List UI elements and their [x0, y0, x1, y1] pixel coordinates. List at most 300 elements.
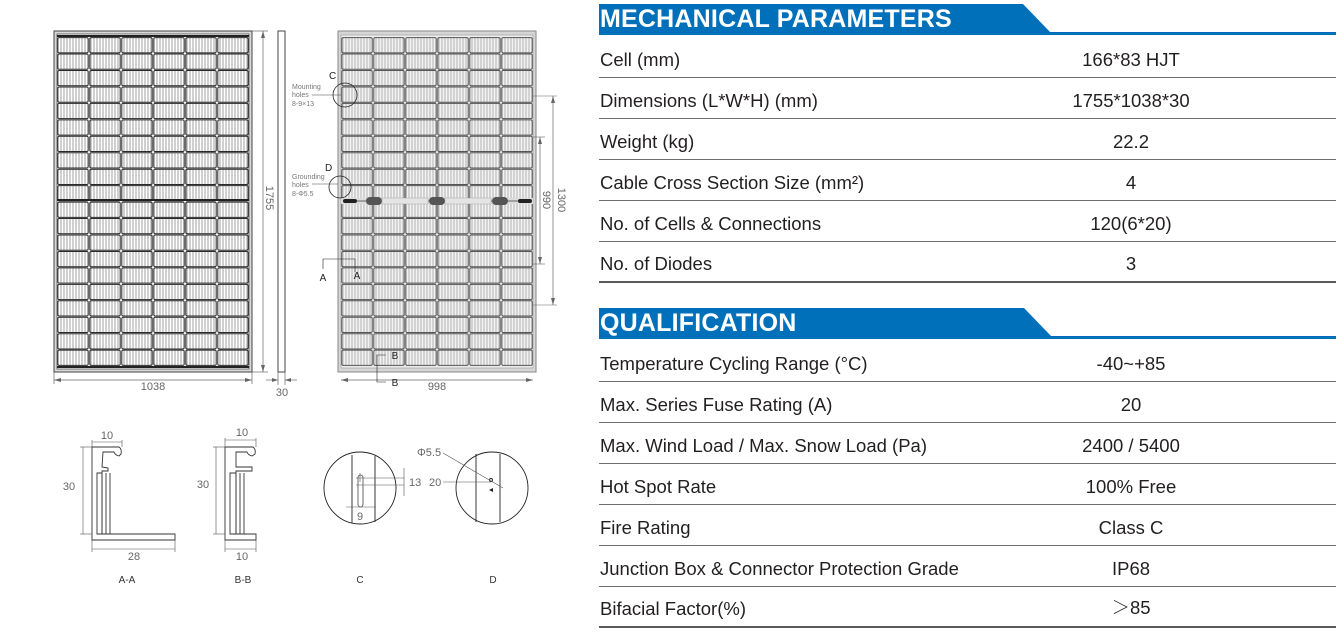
table-row — [599, 78, 1336, 119]
solar-cell — [470, 219, 500, 234]
solar-cell — [438, 153, 468, 168]
solar-cell — [470, 251, 500, 266]
aa-top-dim: 10 — [100, 430, 114, 442]
aa-bottom-dim: 28 — [127, 551, 141, 563]
param-value: 22.2 — [1112, 131, 1149, 152]
solar-cell — [58, 120, 88, 135]
solar-cell — [470, 38, 500, 53]
solar-cell — [470, 284, 500, 299]
grounding-holes-1: Grounding — [292, 174, 325, 181]
solar-cell — [470, 153, 500, 168]
solar-cell — [438, 87, 468, 102]
table-row — [599, 242, 1336, 283]
solar-cell — [374, 120, 404, 135]
param-label: Junction Box & Connector Protection Grade — [600, 558, 959, 579]
solar-cell — [342, 235, 372, 250]
solar-cell — [154, 219, 184, 234]
solar-cell — [122, 284, 152, 299]
solar-cell — [186, 153, 216, 168]
solar-cell — [406, 120, 436, 135]
solar-cell — [342, 317, 372, 332]
detail-c-9: 9 — [356, 511, 364, 523]
solar-cell — [502, 350, 532, 365]
solar-cell — [502, 103, 532, 118]
solar-cell — [186, 202, 216, 217]
solar-cell — [470, 334, 500, 349]
solar-cell — [58, 186, 88, 201]
solar-cell — [58, 284, 88, 299]
detail-d-diameter: Φ5.5 — [417, 447, 442, 459]
table-row — [599, 160, 1336, 201]
solar-cell — [374, 136, 404, 151]
solar-cell — [406, 103, 436, 118]
solar-cell — [502, 136, 532, 151]
solar-cell — [218, 284, 248, 299]
solar-cell — [470, 71, 500, 86]
mounting-holes-3: 8-9×13 — [292, 101, 314, 108]
bb-height-dim: 30 — [196, 479, 210, 491]
solar-cell — [406, 317, 436, 332]
solar-cell — [502, 301, 532, 316]
callout-c: C — [329, 71, 337, 82]
solar-cell — [406, 38, 436, 53]
solar-cell — [502, 169, 532, 184]
solar-cell — [154, 284, 184, 299]
solar-cell — [342, 334, 372, 349]
bb-bottom-dim: 10 — [235, 551, 249, 563]
solar-cell — [218, 202, 248, 217]
solar-cell — [406, 284, 436, 299]
solar-cell — [438, 268, 468, 283]
spec-tables — [599, 0, 1336, 628]
solar-cell — [342, 38, 372, 53]
solar-cell — [58, 153, 88, 168]
solar-cell — [438, 136, 468, 151]
solar-cell — [58, 251, 88, 266]
solar-cell — [470, 317, 500, 332]
solar-cell — [90, 54, 120, 69]
solar-cell — [186, 219, 216, 234]
param-value: 4 — [1125, 172, 1137, 193]
param-value: 166*83 HJT — [1082, 49, 1180, 70]
solar-cell — [186, 71, 216, 86]
solar-cell — [470, 350, 500, 365]
table-row — [599, 342, 1336, 382]
solar-cell — [186, 284, 216, 299]
solar-cell — [406, 153, 436, 168]
solar-cell — [470, 54, 500, 69]
solar-cell — [90, 301, 120, 316]
solar-cell — [154, 334, 184, 349]
grounding-holes-2: holes — [292, 182, 309, 189]
table-row — [599, 201, 1336, 242]
solar-cell — [90, 202, 120, 217]
solar-cell — [438, 235, 468, 250]
table-row — [599, 119, 1336, 160]
solar-cell — [186, 103, 216, 118]
bb-caption: B-B — [234, 575, 252, 586]
solar-cell — [154, 71, 184, 86]
solar-cell — [374, 251, 404, 266]
solar-cell — [502, 284, 532, 299]
mechanical-parameters-header — [599, 4, 1336, 38]
solar-cell — [122, 153, 152, 168]
solar-cell — [122, 317, 152, 332]
solar-cell — [154, 120, 184, 135]
detail-d-20: 20 — [429, 477, 442, 489]
solar-cell — [406, 251, 436, 266]
solar-cell — [342, 219, 372, 234]
param-value: 20 — [1120, 394, 1142, 415]
solar-cell — [342, 54, 372, 69]
solar-cell — [438, 284, 468, 299]
param-value: 3 — [1125, 253, 1137, 274]
solar-cell — [90, 350, 120, 365]
solar-cell — [122, 136, 152, 151]
solar-cell — [90, 235, 120, 250]
solar-cell — [374, 54, 404, 69]
callout-d: D — [325, 163, 333, 174]
solar-cell — [186, 235, 216, 250]
bb-top-dim: 10 — [235, 427, 249, 439]
table-row — [599, 423, 1336, 464]
solar-cell — [90, 120, 120, 135]
solar-cell — [122, 186, 152, 201]
solar-cell — [186, 38, 216, 53]
solar-cell — [122, 350, 152, 365]
back-view — [292, 31, 567, 393]
solar-cell — [154, 153, 184, 168]
solar-cell — [58, 334, 88, 349]
solar-cell — [58, 103, 88, 118]
solar-cell — [470, 235, 500, 250]
solar-cell — [154, 169, 184, 184]
section-title: MECHANICAL PARAMETERS — [600, 5, 952, 33]
solar-cell — [218, 350, 248, 365]
front-width-label: 1038 — [140, 381, 166, 393]
detail-c — [324, 452, 404, 524]
solar-cell — [218, 120, 248, 135]
solar-cell — [186, 87, 216, 102]
solar-cell — [374, 103, 404, 118]
aa-caption: A-A — [118, 575, 136, 586]
param-value: 120(6*20) — [1090, 213, 1172, 234]
technical-drawings — [0, 0, 590, 634]
param-label: Temperature Cycling Range (°C) — [600, 353, 868, 374]
section-a-marker-2: A — [353, 271, 361, 282]
mounting-holes-2: holes — [292, 92, 309, 99]
param-label: Fire Rating — [600, 517, 691, 538]
table-row — [599, 464, 1336, 505]
solar-cell — [406, 54, 436, 69]
solar-cell — [342, 284, 372, 299]
param-value: 100% Free — [1085, 476, 1177, 497]
solar-cell — [122, 169, 152, 184]
param-value: 2400 / 5400 — [1082, 435, 1180, 456]
solar-cell — [154, 54, 184, 69]
solar-cell — [438, 120, 468, 135]
dim-990: 990 — [540, 190, 552, 210]
solar-cell — [502, 251, 532, 266]
solar-cell — [502, 317, 532, 332]
table-row — [599, 38, 1336, 78]
solar-cell — [186, 54, 216, 69]
solar-cell — [218, 153, 248, 168]
solar-cell — [122, 301, 152, 316]
solar-cell — [374, 71, 404, 86]
section-b-marker-2: B — [391, 378, 399, 389]
solar-cell — [58, 87, 88, 102]
solar-cell — [154, 103, 184, 118]
solar-cell — [438, 71, 468, 86]
solar-cell — [218, 54, 248, 69]
dim-1300: 1300 — [555, 187, 567, 213]
solar-cell — [154, 38, 184, 53]
aa-height-dim: 30 — [62, 481, 76, 493]
table-row — [599, 505, 1336, 546]
solar-cell — [90, 38, 120, 53]
back-width-label: 998 — [427, 381, 447, 393]
param-value: Class C — [1098, 517, 1164, 538]
solar-cell — [502, 120, 532, 135]
solar-cell — [406, 169, 436, 184]
solar-cell — [406, 350, 436, 365]
solar-cell — [58, 317, 88, 332]
solar-cell — [374, 38, 404, 53]
mounting-holes-1: Mounting — [292, 84, 321, 91]
solar-cell — [218, 186, 248, 201]
solar-cell — [122, 251, 152, 266]
solar-cell — [406, 268, 436, 283]
solar-cell — [438, 169, 468, 184]
table-row — [599, 546, 1336, 587]
solar-cell — [90, 317, 120, 332]
solar-cell — [374, 268, 404, 283]
solar-cell — [90, 334, 120, 349]
solar-cell — [502, 334, 532, 349]
param-value: IP68 — [1111, 558, 1151, 579]
solar-cell — [470, 169, 500, 184]
solar-cell — [470, 103, 500, 118]
solar-cell — [154, 87, 184, 102]
solar-cell — [406, 334, 436, 349]
solar-cell — [470, 120, 500, 135]
solar-cell — [122, 71, 152, 86]
solar-cell — [90, 87, 120, 102]
solar-cell — [58, 38, 88, 53]
solar-cell — [122, 103, 152, 118]
solar-cell — [154, 350, 184, 365]
solar-cell — [502, 54, 532, 69]
solar-cell — [342, 103, 372, 118]
detail-c-13: 13 — [409, 477, 422, 489]
solar-cell — [374, 87, 404, 102]
solar-cell — [186, 317, 216, 332]
section-title: QUALIFICATION — [600, 309, 797, 337]
qualification-header — [599, 308, 1336, 342]
solar-cell — [90, 186, 120, 201]
solar-cell — [122, 54, 152, 69]
solar-cell — [438, 54, 468, 69]
front-view — [54, 31, 275, 393]
solar-cell — [154, 301, 184, 316]
param-label: Bifacial Factor(%) — [600, 598, 746, 619]
param-value: 1755*1038*30 — [1072, 90, 1190, 111]
solar-cell — [438, 38, 468, 53]
param-value: -40~+85 — [1096, 353, 1166, 374]
solar-cell — [154, 317, 184, 332]
detail-c-caption: C — [356, 575, 364, 586]
solar-cell — [406, 71, 436, 86]
param-label: Dimensions (L*W*H) (mm) — [600, 90, 818, 111]
solar-cell — [342, 120, 372, 135]
solar-cell — [218, 136, 248, 151]
solar-cell — [374, 350, 404, 365]
param-value: ＞85 — [1111, 597, 1151, 618]
solar-cell — [502, 235, 532, 250]
solar-cell — [438, 317, 468, 332]
solar-cell — [218, 235, 248, 250]
solar-cell — [90, 284, 120, 299]
solar-cell — [374, 284, 404, 299]
solar-cell — [438, 334, 468, 349]
solar-cell — [154, 268, 184, 283]
solar-cell — [186, 334, 216, 349]
param-label: Hot Spot Rate — [600, 476, 717, 497]
solar-cell — [218, 38, 248, 53]
table-row — [599, 382, 1336, 423]
solar-cell — [406, 136, 436, 151]
solar-cell — [154, 235, 184, 250]
solar-cell — [154, 251, 184, 266]
solar-cell — [438, 219, 468, 234]
solar-cell — [342, 202, 372, 217]
solar-cell — [438, 251, 468, 266]
solar-cell — [502, 202, 532, 217]
solar-cell — [374, 219, 404, 234]
solar-cell — [58, 235, 88, 250]
param-label: Max. Wind Load / Max. Snow Load (Pa) — [600, 435, 927, 456]
section-b-marker-1: B — [391, 351, 399, 362]
solar-cell — [502, 219, 532, 234]
param-label: No. of Diodes — [600, 253, 713, 274]
solar-cell — [122, 87, 152, 102]
solar-cell — [502, 153, 532, 168]
solar-cell — [374, 334, 404, 349]
grounding-holes-3: 8-Φ5.5 — [292, 191, 314, 198]
solar-cell — [90, 136, 120, 151]
solar-cell — [58, 169, 88, 184]
solar-cell — [186, 136, 216, 151]
section-aa — [80, 440, 175, 552]
solar-cell — [502, 38, 532, 53]
param-label: Weight (kg) — [600, 131, 695, 152]
section-a-marker-1: A — [319, 273, 327, 284]
solar-cell — [90, 153, 120, 168]
solar-cell — [502, 71, 532, 86]
solar-cell — [122, 268, 152, 283]
solar-cell — [342, 301, 372, 316]
solar-cell — [218, 317, 248, 332]
solar-cell — [122, 219, 152, 234]
solar-cell — [406, 87, 436, 102]
solar-cell — [58, 202, 88, 217]
solar-cell — [154, 136, 184, 151]
solar-cell — [186, 120, 216, 135]
solar-cell — [406, 301, 436, 316]
solar-cell — [342, 350, 372, 365]
front-height-label: 1755 — [263, 185, 275, 211]
solar-cell — [186, 169, 216, 184]
solar-cell — [186, 301, 216, 316]
solar-cell — [90, 71, 120, 86]
solar-cell — [58, 219, 88, 234]
qualification-table — [599, 342, 1336, 628]
solar-cell — [186, 251, 216, 266]
solar-cell — [374, 235, 404, 250]
solar-cell — [406, 219, 436, 234]
solar-cell — [58, 71, 88, 86]
solar-cell — [438, 103, 468, 118]
solar-cell — [502, 268, 532, 283]
solar-cell — [90, 251, 120, 266]
solar-cell — [218, 169, 248, 184]
solar-cell — [470, 301, 500, 316]
solar-cell — [342, 153, 372, 168]
solar-cell — [470, 136, 500, 151]
solar-cell — [90, 103, 120, 118]
solar-cell — [122, 202, 152, 217]
solar-cell — [218, 87, 248, 102]
side-thickness-label: 30 — [275, 387, 289, 399]
solar-cell — [438, 350, 468, 365]
solar-cell — [90, 219, 120, 234]
solar-cell — [90, 169, 120, 184]
solar-cell — [342, 169, 372, 184]
solar-cell — [218, 103, 248, 118]
mechanical-parameters-table — [599, 38, 1336, 283]
solar-cell — [58, 136, 88, 151]
solar-cell — [58, 301, 88, 316]
detail-d-caption: D — [489, 575, 497, 586]
solar-cell — [374, 317, 404, 332]
solar-cell — [342, 136, 372, 151]
solar-cell — [218, 71, 248, 86]
detail-d — [443, 452, 528, 524]
solar-cell — [122, 235, 152, 250]
solar-cell — [502, 87, 532, 102]
solar-cell — [122, 120, 152, 135]
solar-cell — [218, 251, 248, 266]
solar-cell — [154, 186, 184, 201]
solar-cell — [90, 268, 120, 283]
param-label: Cable Cross Section Size (mm²) — [600, 172, 865, 193]
solar-cell — [218, 219, 248, 234]
solar-cell — [218, 268, 248, 283]
solar-cell — [438, 301, 468, 316]
table-row — [599, 587, 1336, 628]
solar-cell — [374, 169, 404, 184]
solar-cell — [58, 268, 88, 283]
solar-cell — [122, 38, 152, 53]
solar-cell — [58, 54, 88, 69]
solar-cell — [470, 268, 500, 283]
solar-cell — [406, 235, 436, 250]
solar-cell — [374, 153, 404, 168]
section-bb — [213, 438, 256, 552]
param-label: Cell (mm) — [600, 49, 681, 70]
solar-cell — [122, 334, 152, 349]
